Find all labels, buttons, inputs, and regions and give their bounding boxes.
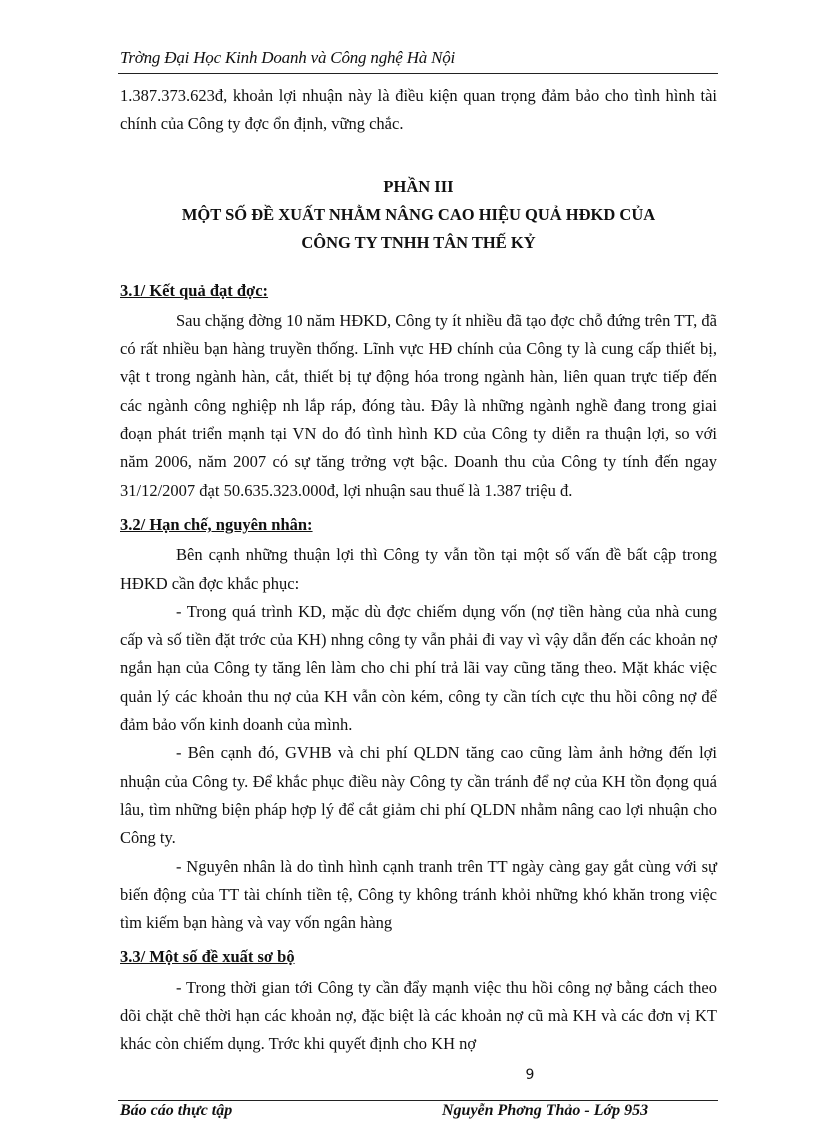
section-heading-3-2: 3.2/ Hạn chế, nguyên nhân: <box>120 514 313 534</box>
document-body <box>120 82 717 1059</box>
page-header: Trờng Đại Học Kinh Doanh và Công nghệ Hà Nội <box>120 48 456 67</box>
part-title-block <box>120 173 717 257</box>
footer-author: Nguyễn Phơng Thảo - Lớp 953 <box>442 1102 649 1119</box>
section-3-2-paragraph: - Bên cạnh đó, GVHB và chi phí QLDN tăng cao cũng làm ảnh hởng đến lợi nhuận của Công ty. Để khắc phục điều này Công ty cần tránh để nợ của KH tồn đọng quá lâu, tìm những biện pháp hợp lý để cắt giảm chi phí QLDN nhằm nâng cao lợi nhuận cho Công ty. <box>120 743 717 848</box>
section-3-3-paragraph: - Trong thời gian tới Công ty cần đẩy mạnh việc thu hồi công nợ bằng cách theo dõi chặt chẽ thời hạn các khoản nợ, đặc biệt là các khoản nợ cũ mà KH và các đơn vị KT khác còn chiếm dụng. Trớc khi quyết định cho KH nợ <box>120 977 717 1054</box>
footer-rule <box>118 1100 718 1101</box>
section-heading-3-3: 3.3/ Một số đề xuất sơ bộ <box>120 947 295 967</box>
section-heading-3-1: 3.1/ Kết quả đạt đợc: <box>120 280 269 300</box>
section-3-2-paragraph: Bên cạnh những thuận lợi thì Công ty vẫn tồn tại một số vấn đề bất cập trong HĐKD cần đợc khắc phục: <box>120 545 717 593</box>
part-title-line-1: MỘT SỐ ĐỀ XUẤT NHẰM NÂNG CAO HIỆU QUẢ HĐKD CỦA <box>181 204 656 224</box>
footer-report-label: Báo cáo thực tập <box>120 1102 233 1119</box>
header-rule <box>118 73 718 74</box>
part-title-line-2: CÔNG TY TNHH TÂN THẾ KỶ <box>301 232 536 252</box>
section-3-2-paragraph: - Trong quá trình KD, mặc dù đợc chiếm dụng vốn (nợ tiền hàng của nhà cung cấp và số tiền đặt trớc của KH) nhng công ty vẫn phải đi vay vì vậy dẫn đến các khoản nợ ngắn hạn của Công ty tăng lên làm cho chi phí trả lãi vay cũng tăng theo. Mặt khác việc quản lý các khoản thu nợ của KH vẫn còn kém, công ty cần tích cực thu hồi công nợ để đảm bảo vốn kinh doanh của mình. <box>120 601 717 735</box>
page-number: 9 <box>525 1067 535 1083</box>
section-3-2-paragraph: - Nguyên nhân là do tình hình cạnh tranh trên TT ngày càng gay gắt cùng với sự biến động của TT tài chính tiền tệ, Công ty không tránh khỏi những khó khăn trong việc tìm kiếm bạn hàng và vay vốn ngân hàng <box>120 856 717 933</box>
part-label: PHẦN III <box>383 176 454 196</box>
intro-paragraph: 1.387.373.623đ, khoản lợi nhuận này là điều kiện quan trọng đảm bảo cho tình hình tài chính của Công ty đợc ổn định, vững chắc. <box>120 86 717 134</box>
section-3-1-paragraph: Sau chặng đờng 10 năm HĐKD, Công ty ít nhiều đã tạo đợc chỗ đứng trên TT, đã có rất nhiều bạn hàng truyền thống. Lĩnh vực HĐ chính của Công ty là cung cấp thiết bị, vật t trong ngành hàn, cắt, thiết bị tự động hóa trong ngành hàn, liên quan trực tiếp đến các ngành công nghiệp nh lắp ráp, đóng tàu. Đây là những ngành nghề đang trong giai đoạn phát triển mạnh tại VN do đó tình hình KD của Công ty diễn ra thuận lợi, so với năm 2006, năm 2007 có sự tăng trởng vợt bậc. Doanh thu của Công ty tính đến ngay 31/12/2007 đạt 50.635.323.000đ, lợi nhuận sau thuế là 1.387 triệu đ. <box>120 310 717 500</box>
